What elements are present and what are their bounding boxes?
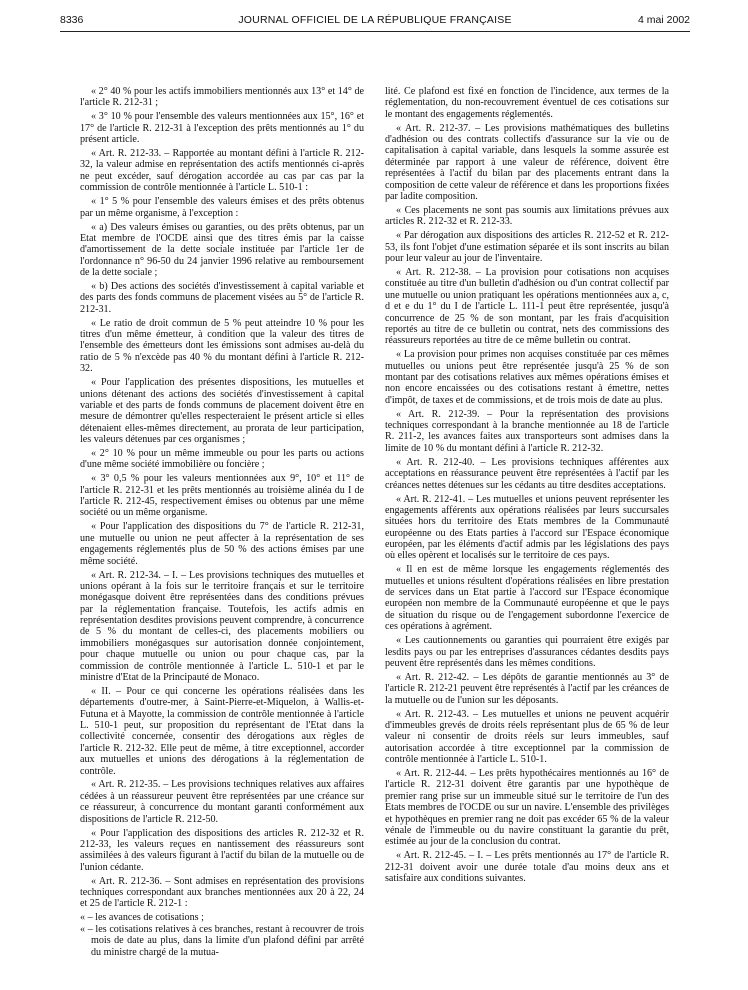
- paragraph: « Art. R. 212-44. – Les prêts hypothécaires mentionnés au 16° de l'article R. 212-31 doivent être garantis par une hypothèque de premier rang prise sur un immeuble situé sur le territoire de l'un des Etats membres de l'OCDE ou sur un navire. L'ensemble des privilèges et hypothèques en premier rang ne doit pas excéder 65 % de la valeur vénale de l'immeuble ou du navire constituant la garantie du prêt, estimée au jour de la conclusion du contrat.: [385, 768, 669, 848]
- paragraph: « La provision pour primes non acquises constituée par ces mêmes mutuelles ou unions peut être représentée jusqu'à 25 % de son montant par des cotisations relatives aux mêmes opérations émises et non encore encaissées ou des cotisations restant à émettre, nettes d'impôt, de taxes et de commissions, et de trois mois de date au plus.: [385, 349, 669, 406]
- list-item: « – les cotisations relatives à ces branches, restant à recouvrer de trois mois de date au plus, dans la limite d'un plafond défini par arrêté du ministre chargé de la mutua-: [80, 923, 364, 958]
- paragraph: « Art. R. 212-39. – Pour la représentation des provisions techniques correspondant à la branche mentionnée au 18 de l'article R. 211-2, les avances faites aux transporteurs sont admises dans la limite de 10 % du montant défini à l'article R. 212-32.: [385, 408, 669, 454]
- paragraph: « 3° 0,5 % pour les valeurs mentionnées aux 9°, 10° et 11° de l'article R. 212-31 et les prêts mentionnés au troisième alinéa du I de l'article R. 212-45, respectivement émises ou obtenus par une même société ou un même organisme.: [80, 473, 364, 519]
- paragraph: « Art. R. 212-45. – I. – Les prêts mentionnés au 17° de l'article R. 212-31 doivent avoir une durée totale d'au moins deux ans et satisfaire aux conditions suivantes.: [385, 850, 669, 885]
- paragraph: « Art. R. 212-34. – I. – Les provisions techniques des mutuelles et unions opérant à la fois sur le territoire français et sur le territoire monégasque doivent être représentées dans des conditions prévues par la réglementation française. Toutefois, les actifs admis en représentation desdites provisions peuvent comprendre, à concurrence de 5 % du montant de celles-ci, des placements mobiliers ou immobiliers monégasques sur autorisation donnée conjointement, pour chaque mutuelle ou union ou pour chaque cas, par la commission de contrôle mentionnée à l'article L. 510-1 et par le ministre d'Etat de la Principauté de Monaco.: [80, 569, 364, 683]
- page-header: [60, 12, 690, 28]
- paragraph: « Art. R. 212-35. – Les provisions techniques relatives aux affaires cédées à un réassureur peuvent être représentées par une créance sur ce réassureur, à concurrence du montant garanti conformément aux dispositions de l'article R. 212-50.: [80, 779, 364, 825]
- paragraph: lité. Ce plafond est fixé en fonction de l'incidence, aux termes de la réglementation, du non-recouvrement éventuel de ces cotisations sur le montant des engagements réglementés.: [385, 86, 669, 120]
- page-number: 8336: [60, 14, 84, 26]
- paragraph: « Pour l'application des dispositions des articles R. 212-32 et R. 212-33, les valeurs reçues en nantissement des réassureurs sont assimilées à des valeurs figurant à l'actif du bilan de la mutuelle ou de l'union cédante.: [80, 827, 364, 873]
- paragraph: « Le ratio de droit commun de 5 % peut atteindre 10 % pour les titres d'un même émetteur, à condition que la valeur des titres de l'ensemble des émetteurs dont les émissions sont admises au-delà du ratio de 5 % n'excède pas 40 % du montant défini à l'article R. 212-32.: [80, 317, 364, 375]
- paragraph: « Art. R. 212-36. – Sont admises en représentation des provisions techniques correspondant aux branches mentionnées aux 20 à 22, 24 et 25 de l'article R. 212-1 :: [80, 875, 364, 910]
- paragraph: « Par dérogation aux dispositions des articles R. 212-52 et R. 212-53, ils font l'objet d'une estimation séparée et ils sont inscrits au bilan pour leur valeur au jour de l'inventaire.: [385, 230, 669, 265]
- journal-title: JOURNAL OFFICIEL DE LA RÉPUBLIQUE FRANÇAISE: [238, 14, 512, 26]
- list-item: « – les avances de cotisations ;: [80, 912, 204, 924]
- left-column: [80, 86, 364, 958]
- paragraph: « Il en est de même lorsque les engagements réglementés des mutuelles et unions résultent d'opérations réalisées en libre prestation de services dans un Etat partie à l'accord sur l'Espace économique européen non membre de la Communauté européenne et que le pays de situation du risque ou de l'engagement subordonne l'exercice de ces opérations à agrément.: [385, 564, 669, 633]
- right-column: [385, 86, 669, 887]
- paragraph: « 1° 5 % pour l'ensemble des valeurs émises et des prêts obtenus par un même organisme, à l'exception :: [80, 196, 364, 219]
- paragraph: « a) Des valeurs émises ou garanties, ou des prêts obtenus, par un Etat membre de l'OCDE ainsi que des titres émis par la caisse d'amortissement de la dette sociale instituée par l'article 1er de l'ordonnance n° 96-50 du 24 janvier 1996 relative au remboursement de la dette sociale ;: [80, 221, 364, 278]
- paragraph: « Ces placements ne sont pas soumis aux limitations prévues aux articles R. 212-32 et R. 212-33.: [385, 204, 669, 228]
- paragraph: « Art. R. 212-38. – La provision pour cotisations non acquises constituée au titre d'un bulletin d'adhésion ou d'un contrat collectif par une mutuelle ou union pratiquant les opérations mentionnées aux a, c, d et e du 1° du I de l'article L. 111-1 peut être représentée, jusqu'à concurrence de 25 % de son montant, par les frais d'acquisition reportés au titre de ce bulletin ou contrat, nets des commissions des réassureurs reportées au titre de ce même bulletin ou contrat.: [385, 267, 669, 347]
- paragraph: « Art. R. 212-40. – Les provisions techniques afférentes aux acceptations en réassurance peuvent être représentées à l'actif par les créances nettes détenues sur les cédants au titre desdites acceptations.: [385, 456, 669, 491]
- header-rule: [60, 31, 690, 32]
- paragraph: « Art. R. 212-33. – Rapportée au montant défini à l'article R. 212-32, la valeur admise en représentation des actifs mentionnés ci-après ne peut excéder, sauf dérogation accordée au cas par cas par la commission de contrôle mentionnée à l'article L. 510-1 :: [80, 148, 364, 194]
- paragraph: « Art. R. 212-37. – Les provisions mathématiques des bulletins d'adhésion ou des contrats collectifs d'assurance sur la vie ou de capitalisation à capital variable, dans lesquels la somme assurée est déterminée par rapport à une valeur de référence, doivent être représentées à l'actif du bilan par des placements entrant dans la composition de cette valeur de référence et dans les proportions fixées par ladite composition.: [385, 122, 669, 202]
- paragraph: « Les cautionnements ou garanties qui pourraient être exigés par lesdits pays ou par les entreprises d'assurances cédantes desdits pays peuvent être représentés dans les mêmes conditions.: [385, 635, 669, 669]
- paragraph: « Art. R. 212-43. – Les mutuelles et unions ne peuvent acquérir d'immeubles grevés de droits réels représentant plus de 65 % de leur valeur ni consentir de droits réels sur leurs immeubles, sauf autorisation accordée à titre exceptionnel par la commission de contrôle mentionnée à l'article L. 510-1.: [385, 708, 669, 766]
- paragraph: « Pour l'application des présentes dispositions, les mutuelles et unions détenant des actions des sociétés d'investissement à capital variable et des parts de fonds communs de placement doivent être en mesure de démontrer qu'elles respecteraient le présent article si elles détenaient elles-mêmes directement, au prorata de leur participation, les valeurs détenues par ces organismes ;: [80, 377, 364, 446]
- paragraph: « Art. R. 212-42. – Les dépôts de garantie mentionnés au 3° de l'article R. 212-21 peuvent être représentés à l'actif par les créances de la mutuelle ou de l'union sur les déposants.: [385, 671, 669, 706]
- paragraph: « Pour l'application des dispositions du 7° de l'article R. 212-31, une mutuelle ou union ne peut affecter à la représentation de ses engagements réglementés plus de 50 % des actions émises par une même société.: [80, 521, 364, 567]
- publication-date: 4 mai 2002: [638, 14, 690, 26]
- paragraph: « Art. R. 212-41. – Les mutuelles et unions peuvent représenter les engagements afférents aux opérations réalisées par leurs succursales situées hors du territoire des Etats membres de la Communauté européenne ou des Etats parties à l'accord sur l'Espace économique européen, par les éléments d'actif admis par les législations des pays où elles opèrent et localisés sur le territoire de ces pays.: [385, 493, 669, 562]
- paragraph: « 2° 10 % pour un même immeuble ou pour les parts ou actions d'une même société immobilière ou foncière ;: [80, 448, 364, 471]
- paragraph: « b) Des actions des sociétés d'investissement à capital variable et des parts des fonds communs de placement visées au 5° de l'article R. 212-31.: [80, 280, 364, 315]
- paragraph: « 2° 40 % pour les actifs immobiliers mentionnés aux 13° et 14° de l'article R. 212-31 ;: [80, 86, 364, 109]
- paragraph: « II. – Pour ce qui concerne les opérations réalisées dans les départements d'outre-mer, à Saint-Pierre-et-Miquelon, à Wallis-et-Futuna et à Mayotte, la commission de contrôle mentionnée à l'article L. 510-1 peut, sur proposition du représentant de l'Etat dans la collectivité concernée, consentir des dérogations aux règles de l'article R. 212-32. Elle peut de même, à titre exceptionnel, accorder aux mutuelles et unions des dérogations à la réglementation de contrôle.: [80, 685, 364, 777]
- paragraph: « 3° 10 % pour l'ensemble des valeurs mentionnées aux 15°, 16° et 17° de l'article R. 212-31 à l'exception des prêts mentionnés au 1° du présent article.: [80, 111, 364, 146]
